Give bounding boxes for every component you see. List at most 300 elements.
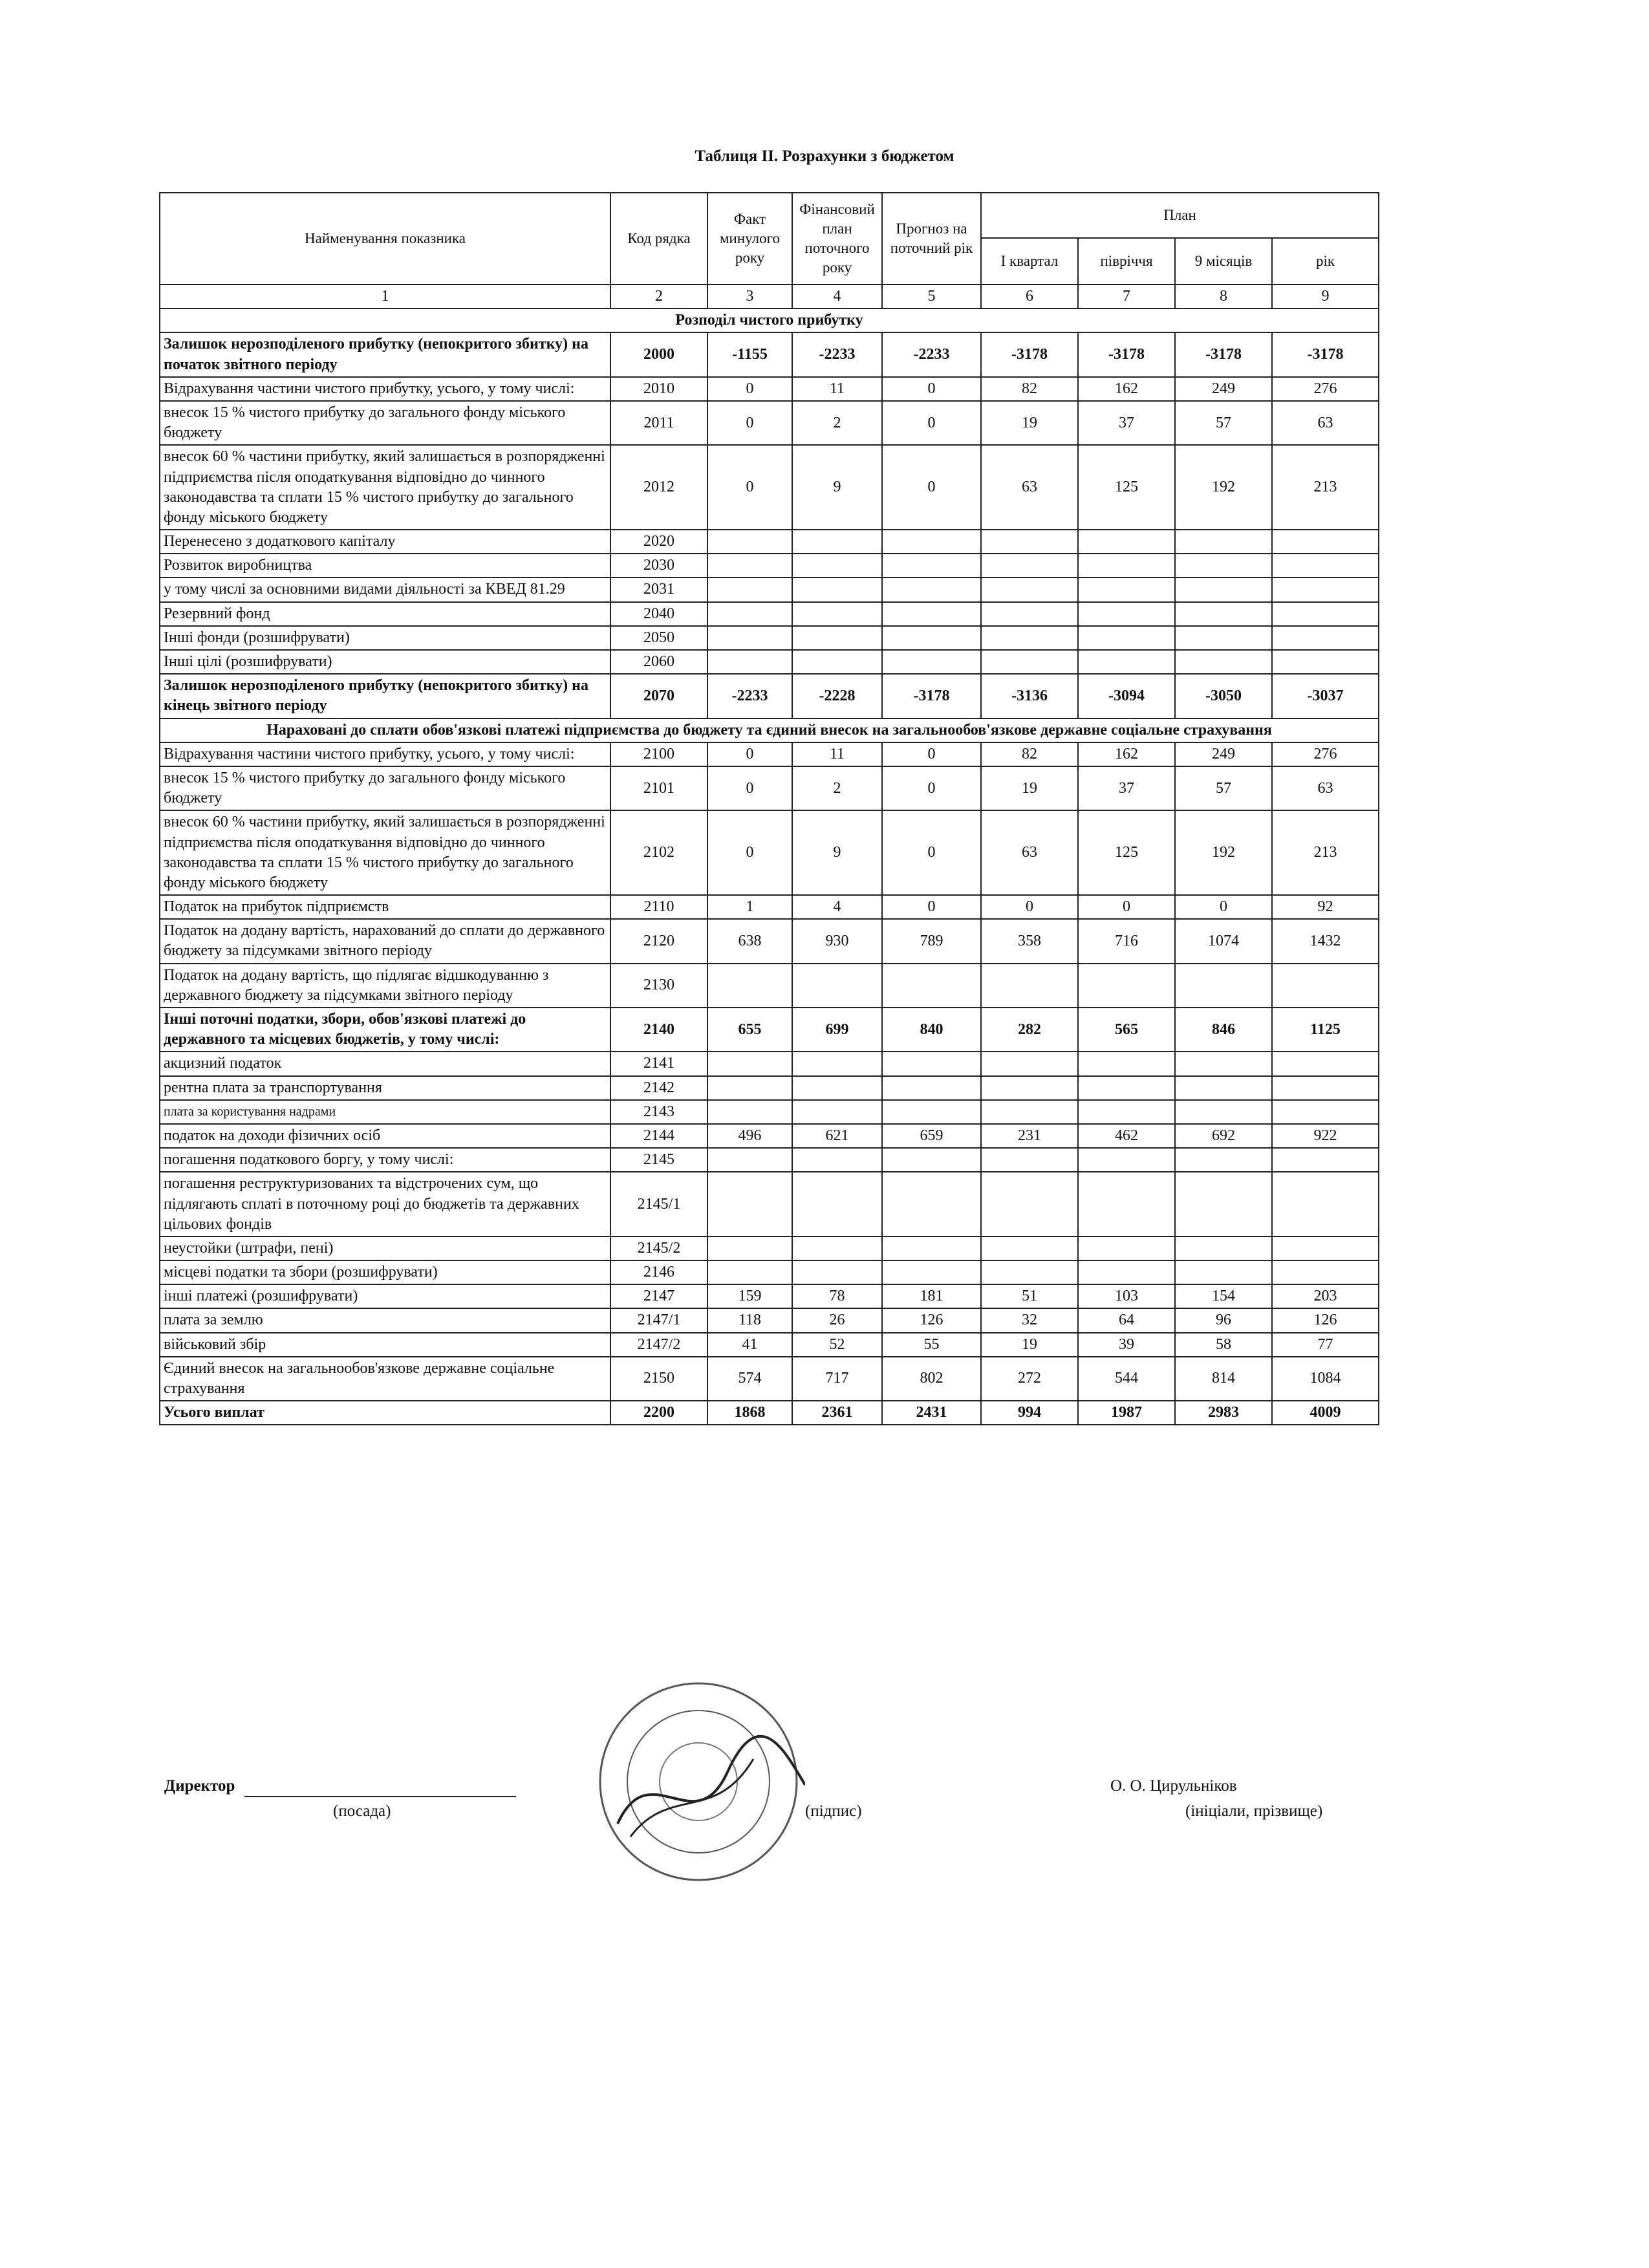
header-q1: І квартал bbox=[981, 238, 1078, 285]
row-name: Інші поточні податки, збори, обов'язкові платежі до державного та місцевих бюджетів, у тому числі: bbox=[160, 1008, 610, 1052]
row-name: у тому числі за основними видами діяльності за КВЕД 81.29 bbox=[160, 578, 610, 601]
row-value bbox=[981, 1172, 1078, 1237]
row-value bbox=[981, 530, 1078, 554]
row-value bbox=[981, 1052, 1078, 1075]
row-value: 52 bbox=[792, 1333, 882, 1357]
row-code: 2200 bbox=[610, 1401, 707, 1425]
table-row bbox=[160, 1008, 1379, 1052]
row-value bbox=[707, 530, 792, 554]
section-row bbox=[160, 718, 1379, 742]
row-value bbox=[792, 1260, 882, 1284]
column-number: 5 bbox=[882, 285, 981, 308]
row-value: 57 bbox=[1175, 401, 1272, 445]
row-value bbox=[1175, 1237, 1272, 1260]
row-code: 2141 bbox=[610, 1052, 707, 1075]
row-value: 51 bbox=[981, 1284, 1078, 1308]
row-value bbox=[1272, 1172, 1379, 1237]
row-value bbox=[1272, 578, 1379, 601]
header-code: Код рядка bbox=[610, 193, 707, 285]
row-value bbox=[707, 1076, 792, 1100]
row-value bbox=[1078, 1260, 1175, 1284]
row-value bbox=[792, 1148, 882, 1172]
header-year: рік bbox=[1272, 238, 1379, 285]
row-name: внесок 60 % частини прибутку, який залишається в розпорядженні підприємства після оподаткування відповідно до чинного законодавства та сплати 15 % чистого прибутку до загального фонду міського бюджету bbox=[160, 810, 610, 895]
column-number: 4 bbox=[792, 285, 882, 308]
table-row bbox=[160, 895, 1379, 919]
header-half: півріччя bbox=[1078, 238, 1175, 285]
row-value: 716 bbox=[1078, 919, 1175, 963]
row-value bbox=[981, 1148, 1078, 1172]
row-value bbox=[1272, 1052, 1379, 1075]
row-value: 0 bbox=[1175, 895, 1272, 919]
row-value: 249 bbox=[1175, 377, 1272, 401]
row-name: Єдиний внесок на загальнообов'язкове державне соціальне страхування bbox=[160, 1357, 610, 1401]
column-number: 2 bbox=[610, 285, 707, 308]
table-row bbox=[160, 1237, 1379, 1260]
row-value: 126 bbox=[1272, 1308, 1379, 1332]
row-value bbox=[882, 964, 981, 1008]
row-code: 2031 bbox=[610, 578, 707, 601]
row-code: 2147/1 bbox=[610, 1308, 707, 1332]
table-row bbox=[160, 332, 1379, 376]
row-value: 994 bbox=[981, 1401, 1078, 1425]
row-value: 574 bbox=[707, 1357, 792, 1401]
table-row bbox=[160, 1401, 1379, 1425]
row-value: 0 bbox=[882, 377, 981, 401]
row-value: 1 bbox=[707, 895, 792, 919]
row-value bbox=[1272, 1260, 1379, 1284]
row-name: рентна плата за транспортування bbox=[160, 1076, 610, 1100]
row-value: 638 bbox=[707, 919, 792, 963]
table-row bbox=[160, 1052, 1379, 1075]
row-name: Перенесено з додаткового капіталу bbox=[160, 530, 610, 554]
row-name: погашення реструктуризованих та відстрочених сум, що підлягають сплаті в поточному році до бюджетів та державних цільових фондів bbox=[160, 1172, 610, 1237]
row-value: 231 bbox=[981, 1124, 1078, 1148]
table-row bbox=[160, 445, 1379, 530]
row-value bbox=[1272, 964, 1379, 1008]
row-value: -1155 bbox=[707, 332, 792, 376]
row-code: 2102 bbox=[610, 810, 707, 895]
row-value: 0 bbox=[707, 445, 792, 530]
row-value: 64 bbox=[1078, 1308, 1175, 1332]
row-name: Відрахування частини чистого прибутку, усього, у тому числі: bbox=[160, 377, 610, 401]
row-value bbox=[1078, 578, 1175, 601]
row-value bbox=[882, 1148, 981, 1172]
row-value: 9 bbox=[792, 810, 882, 895]
row-value: 0 bbox=[882, 445, 981, 530]
row-value bbox=[707, 602, 792, 626]
name-caption: (ініціали, прізвище) bbox=[1185, 1802, 1323, 1820]
table-row bbox=[160, 1260, 1379, 1284]
table-row bbox=[160, 401, 1379, 445]
row-value: 11 bbox=[792, 742, 882, 766]
row-name: плата за землю bbox=[160, 1308, 610, 1332]
row-value: 0 bbox=[707, 766, 792, 810]
row-value: -3178 bbox=[1175, 332, 1272, 376]
row-value bbox=[981, 964, 1078, 1008]
row-code: 2010 bbox=[610, 377, 707, 401]
header-plan: План bbox=[981, 193, 1379, 238]
column-number-row bbox=[160, 285, 1379, 308]
row-value: 63 bbox=[981, 810, 1078, 895]
row-value bbox=[707, 1172, 792, 1237]
row-value bbox=[1078, 626, 1175, 650]
row-value: 63 bbox=[981, 445, 1078, 530]
row-value: 213 bbox=[1272, 810, 1379, 895]
table-row bbox=[160, 1284, 1379, 1308]
table-row bbox=[160, 1333, 1379, 1357]
row-name: Залишок нерозподіленого прибутку (непокритого збитку) на кінець звітного періоду bbox=[160, 674, 610, 718]
row-value bbox=[1175, 650, 1272, 674]
row-value bbox=[707, 626, 792, 650]
row-code: 2012 bbox=[610, 445, 707, 530]
row-value bbox=[882, 554, 981, 578]
row-value bbox=[1078, 1237, 1175, 1260]
table-row bbox=[160, 1357, 1379, 1401]
row-code: 2070 bbox=[610, 674, 707, 718]
row-value: 11 bbox=[792, 377, 882, 401]
table-row bbox=[160, 650, 1379, 674]
row-value: 789 bbox=[882, 919, 981, 963]
row-value: -3178 bbox=[1078, 332, 1175, 376]
row-value bbox=[1175, 964, 1272, 1008]
row-value bbox=[792, 1076, 882, 1100]
table-row bbox=[160, 1100, 1379, 1124]
row-code: 2050 bbox=[610, 626, 707, 650]
table-row bbox=[160, 810, 1379, 895]
row-value: 0 bbox=[981, 895, 1078, 919]
row-value: 717 bbox=[792, 1357, 882, 1401]
row-code: 2101 bbox=[610, 766, 707, 810]
row-value: 0 bbox=[707, 742, 792, 766]
row-value: 1987 bbox=[1078, 1401, 1175, 1425]
row-value: -3094 bbox=[1078, 674, 1175, 718]
row-name: Інші цілі (розшифрувати) bbox=[160, 650, 610, 674]
row-value bbox=[1272, 1100, 1379, 1124]
row-name: військовий збір bbox=[160, 1333, 610, 1357]
section-row bbox=[160, 308, 1379, 332]
row-value: 181 bbox=[882, 1284, 981, 1308]
row-value: 9 bbox=[792, 445, 882, 530]
row-value bbox=[1175, 530, 1272, 554]
row-value: 37 bbox=[1078, 766, 1175, 810]
row-value bbox=[1078, 1172, 1175, 1237]
row-value: 96 bbox=[1175, 1308, 1272, 1332]
row-value bbox=[1078, 1100, 1175, 1124]
row-name: внесок 15 % чистого прибутку до загального фонду міського бюджету bbox=[160, 766, 610, 810]
row-value: 4009 bbox=[1272, 1401, 1379, 1425]
table-row bbox=[160, 1172, 1379, 1237]
row-name: Податок на додану вартість, що підлягає відшкодуванню з державного бюджету за підсумками звітного періоду bbox=[160, 964, 610, 1008]
row-value: -2233 bbox=[882, 332, 981, 376]
row-value bbox=[1272, 1076, 1379, 1100]
row-value: 621 bbox=[792, 1124, 882, 1148]
row-value: 192 bbox=[1175, 810, 1272, 895]
row-code: 2142 bbox=[610, 1076, 707, 1100]
row-name: погашення податкового боргу, у тому числі: bbox=[160, 1148, 610, 1172]
row-value bbox=[707, 1237, 792, 1260]
row-value: 55 bbox=[882, 1333, 981, 1357]
table-row bbox=[160, 377, 1379, 401]
row-value bbox=[1272, 602, 1379, 626]
row-code: 2100 bbox=[610, 742, 707, 766]
row-code: 2144 bbox=[610, 1124, 707, 1148]
row-value: 2 bbox=[792, 766, 882, 810]
budget-table bbox=[159, 192, 1379, 1425]
row-value: 544 bbox=[1078, 1357, 1175, 1401]
row-name: Інші фонди (розшифрувати) bbox=[160, 626, 610, 650]
row-value bbox=[707, 650, 792, 674]
row-value bbox=[707, 578, 792, 601]
row-value bbox=[1175, 1100, 1272, 1124]
row-value: 77 bbox=[1272, 1333, 1379, 1357]
row-value bbox=[1272, 1148, 1379, 1172]
row-name: внесок 15 % чистого прибутку до загального фонду міського бюджету bbox=[160, 401, 610, 445]
row-value bbox=[1175, 1172, 1272, 1237]
row-value: 2 bbox=[792, 401, 882, 445]
row-name: неустойки (штрафи, пені) bbox=[160, 1237, 610, 1260]
row-value bbox=[1078, 1076, 1175, 1100]
row-value bbox=[882, 1076, 981, 1100]
row-value: 0 bbox=[882, 810, 981, 895]
row-value: 82 bbox=[981, 377, 1078, 401]
row-value bbox=[882, 1172, 981, 1237]
column-number: 7 bbox=[1078, 285, 1175, 308]
row-value bbox=[1078, 650, 1175, 674]
row-value: 814 bbox=[1175, 1357, 1272, 1401]
row-value: 63 bbox=[1272, 766, 1379, 810]
row-value: 2361 bbox=[792, 1401, 882, 1425]
row-value: 57 bbox=[1175, 766, 1272, 810]
row-value bbox=[981, 626, 1078, 650]
table-title: Таблиця ІІ. Розрахунки з бюджетом bbox=[695, 147, 954, 165]
row-value: 162 bbox=[1078, 742, 1175, 766]
row-value: 1432 bbox=[1272, 919, 1379, 963]
row-value bbox=[1175, 1260, 1272, 1284]
row-value: 0 bbox=[882, 401, 981, 445]
header-forecast: Прогноз на поточний рік bbox=[882, 193, 981, 285]
row-name: Резервний фонд bbox=[160, 602, 610, 626]
sign-caption: (підпис) bbox=[805, 1802, 862, 1820]
row-code: 2030 bbox=[610, 554, 707, 578]
row-value bbox=[792, 626, 882, 650]
row-value: 699 bbox=[792, 1008, 882, 1052]
row-value bbox=[1175, 1076, 1272, 1100]
row-value bbox=[792, 650, 882, 674]
row-value bbox=[707, 554, 792, 578]
row-value bbox=[882, 578, 981, 601]
row-value: 276 bbox=[1272, 742, 1379, 766]
row-value bbox=[1272, 554, 1379, 578]
row-name: Податок на прибуток підприємств bbox=[160, 895, 610, 919]
row-value: 1084 bbox=[1272, 1357, 1379, 1401]
header-name: Найменування показника bbox=[160, 193, 610, 285]
section-title: Нараховані до сплати обов'язкові платежі підприємства до бюджету та єдиний внесок на загальнообов'язкове державне соціальне страхування bbox=[160, 718, 1379, 742]
row-value: 82 bbox=[981, 742, 1078, 766]
row-name: інші платежі (розшифрувати) bbox=[160, 1284, 610, 1308]
row-value: 39 bbox=[1078, 1333, 1175, 1357]
row-value: 92 bbox=[1272, 895, 1379, 919]
row-value: 1125 bbox=[1272, 1008, 1379, 1052]
row-value bbox=[882, 650, 981, 674]
column-number: 8 bbox=[1175, 285, 1272, 308]
row-name: внесок 60 % частини прибутку, який залишається в розпорядженні підприємства після оподаткування відповідно до чинного законодавства та сплати 15 % чистого прибутку до загального фонду міського бюджету bbox=[160, 445, 610, 530]
row-value: 159 bbox=[707, 1284, 792, 1308]
row-value bbox=[1175, 578, 1272, 601]
row-value: 358 bbox=[981, 919, 1078, 963]
row-value bbox=[882, 1100, 981, 1124]
row-value bbox=[1078, 964, 1175, 1008]
row-value: 1868 bbox=[707, 1401, 792, 1425]
row-value: 249 bbox=[1175, 742, 1272, 766]
row-value bbox=[981, 602, 1078, 626]
row-code: 2120 bbox=[610, 919, 707, 963]
row-name: акцизний податок bbox=[160, 1052, 610, 1075]
header-fin-plan: Фінансовий план поточного року bbox=[792, 193, 882, 285]
row-value: 922 bbox=[1272, 1124, 1379, 1148]
row-value: 125 bbox=[1078, 810, 1175, 895]
row-value: -3178 bbox=[882, 674, 981, 718]
row-value bbox=[1078, 602, 1175, 626]
row-value: 0 bbox=[707, 810, 792, 895]
row-value bbox=[707, 964, 792, 1008]
row-value bbox=[707, 1052, 792, 1075]
row-value: -2233 bbox=[792, 332, 882, 376]
row-value bbox=[981, 1237, 1078, 1260]
table-row bbox=[160, 919, 1379, 963]
row-value: 192 bbox=[1175, 445, 1272, 530]
row-value: 282 bbox=[981, 1008, 1078, 1052]
row-value: 462 bbox=[1078, 1124, 1175, 1148]
row-value: 125 bbox=[1078, 445, 1175, 530]
row-value: 0 bbox=[882, 895, 981, 919]
row-value bbox=[981, 650, 1078, 674]
table-row bbox=[160, 602, 1379, 626]
row-code: 2000 bbox=[610, 332, 707, 376]
row-value bbox=[792, 1172, 882, 1237]
row-name: податок на доходи фізичних осіб bbox=[160, 1124, 610, 1148]
row-code: 2146 bbox=[610, 1260, 707, 1284]
column-number: 9 bbox=[1272, 285, 1379, 308]
section-title: Розподіл чистого прибутку bbox=[160, 308, 1379, 332]
row-code: 2147 bbox=[610, 1284, 707, 1308]
row-value: 37 bbox=[1078, 401, 1175, 445]
row-code: 2150 bbox=[610, 1357, 707, 1401]
director-name: О. О. Цирульніков bbox=[1110, 1777, 1237, 1795]
row-value: 659 bbox=[882, 1124, 981, 1148]
row-value: 19 bbox=[981, 1333, 1078, 1357]
row-code: 2011 bbox=[610, 401, 707, 445]
row-value: 26 bbox=[792, 1308, 882, 1332]
row-value: -3136 bbox=[981, 674, 1078, 718]
row-value bbox=[1175, 626, 1272, 650]
row-name: Розвиток виробництва bbox=[160, 554, 610, 578]
table-row bbox=[160, 742, 1379, 766]
row-value: 19 bbox=[981, 401, 1078, 445]
row-value bbox=[792, 964, 882, 1008]
row-value: -2228 bbox=[792, 674, 882, 718]
row-value bbox=[792, 1052, 882, 1075]
row-value: 2431 bbox=[882, 1401, 981, 1425]
row-name: Податок на додану вартість, нарахований до сплати до державного бюджету за підсумками звітного періоду bbox=[160, 919, 610, 963]
row-name: Відрахування частини чистого прибутку, усього, у тому числі: bbox=[160, 742, 610, 766]
column-number: 1 bbox=[160, 285, 610, 308]
row-value: 154 bbox=[1175, 1284, 1272, 1308]
row-value: 692 bbox=[1175, 1124, 1272, 1148]
row-value: 496 bbox=[707, 1124, 792, 1148]
column-number: 6 bbox=[981, 285, 1078, 308]
table-row bbox=[160, 530, 1379, 554]
row-value: 930 bbox=[792, 919, 882, 963]
row-code: 2145/1 bbox=[610, 1172, 707, 1237]
header-fact: Факт минулого року bbox=[707, 193, 792, 285]
row-name: Залишок нерозподіленого прибутку (непокритого збитку) на початок звітного періоду bbox=[160, 332, 610, 376]
table-row bbox=[160, 1308, 1379, 1332]
row-value bbox=[882, 602, 981, 626]
row-value bbox=[1078, 1052, 1175, 1075]
row-value: 802 bbox=[882, 1357, 981, 1401]
row-value: 126 bbox=[882, 1308, 981, 1332]
row-value: 203 bbox=[1272, 1284, 1379, 1308]
row-code: 2040 bbox=[610, 602, 707, 626]
row-value bbox=[1272, 530, 1379, 554]
row-value: 272 bbox=[981, 1357, 1078, 1401]
row-code: 2145 bbox=[610, 1148, 707, 1172]
director-label: Директор bbox=[164, 1777, 235, 1795]
row-value: 162 bbox=[1078, 377, 1175, 401]
row-value: 58 bbox=[1175, 1333, 1272, 1357]
row-value: 846 bbox=[1175, 1008, 1272, 1052]
row-name: Усього виплат bbox=[160, 1401, 610, 1425]
row-value bbox=[792, 578, 882, 601]
row-value: 0 bbox=[707, 377, 792, 401]
table-row bbox=[160, 554, 1379, 578]
row-value bbox=[1078, 530, 1175, 554]
row-value bbox=[1078, 554, 1175, 578]
row-value bbox=[981, 1076, 1078, 1100]
row-value: 41 bbox=[707, 1333, 792, 1357]
position-caption: (посада) bbox=[333, 1802, 391, 1820]
row-value bbox=[792, 602, 882, 626]
row-value bbox=[707, 1100, 792, 1124]
signature-line bbox=[244, 1796, 516, 1797]
row-value: 118 bbox=[707, 1308, 792, 1332]
row-value: 276 bbox=[1272, 377, 1379, 401]
row-value: 63 bbox=[1272, 401, 1379, 445]
row-code: 2145/2 bbox=[610, 1237, 707, 1260]
row-code: 2147/2 bbox=[610, 1333, 707, 1357]
row-value: 840 bbox=[882, 1008, 981, 1052]
row-value bbox=[981, 1100, 1078, 1124]
row-code: 2140 bbox=[610, 1008, 707, 1052]
row-value bbox=[792, 530, 882, 554]
row-value: -3050 bbox=[1175, 674, 1272, 718]
row-value: 32 bbox=[981, 1308, 1078, 1332]
table-row bbox=[160, 578, 1379, 601]
table-row bbox=[160, 766, 1379, 810]
row-value bbox=[1175, 1148, 1272, 1172]
table-row bbox=[160, 626, 1379, 650]
row-code: 2110 bbox=[610, 895, 707, 919]
row-value bbox=[792, 554, 882, 578]
row-value: 78 bbox=[792, 1284, 882, 1308]
table-row bbox=[160, 1076, 1379, 1100]
row-value: 0 bbox=[707, 401, 792, 445]
row-value bbox=[1175, 1052, 1272, 1075]
row-value bbox=[1078, 1148, 1175, 1172]
header-nine: 9 місяців bbox=[1175, 238, 1272, 285]
row-value bbox=[1272, 1237, 1379, 1260]
